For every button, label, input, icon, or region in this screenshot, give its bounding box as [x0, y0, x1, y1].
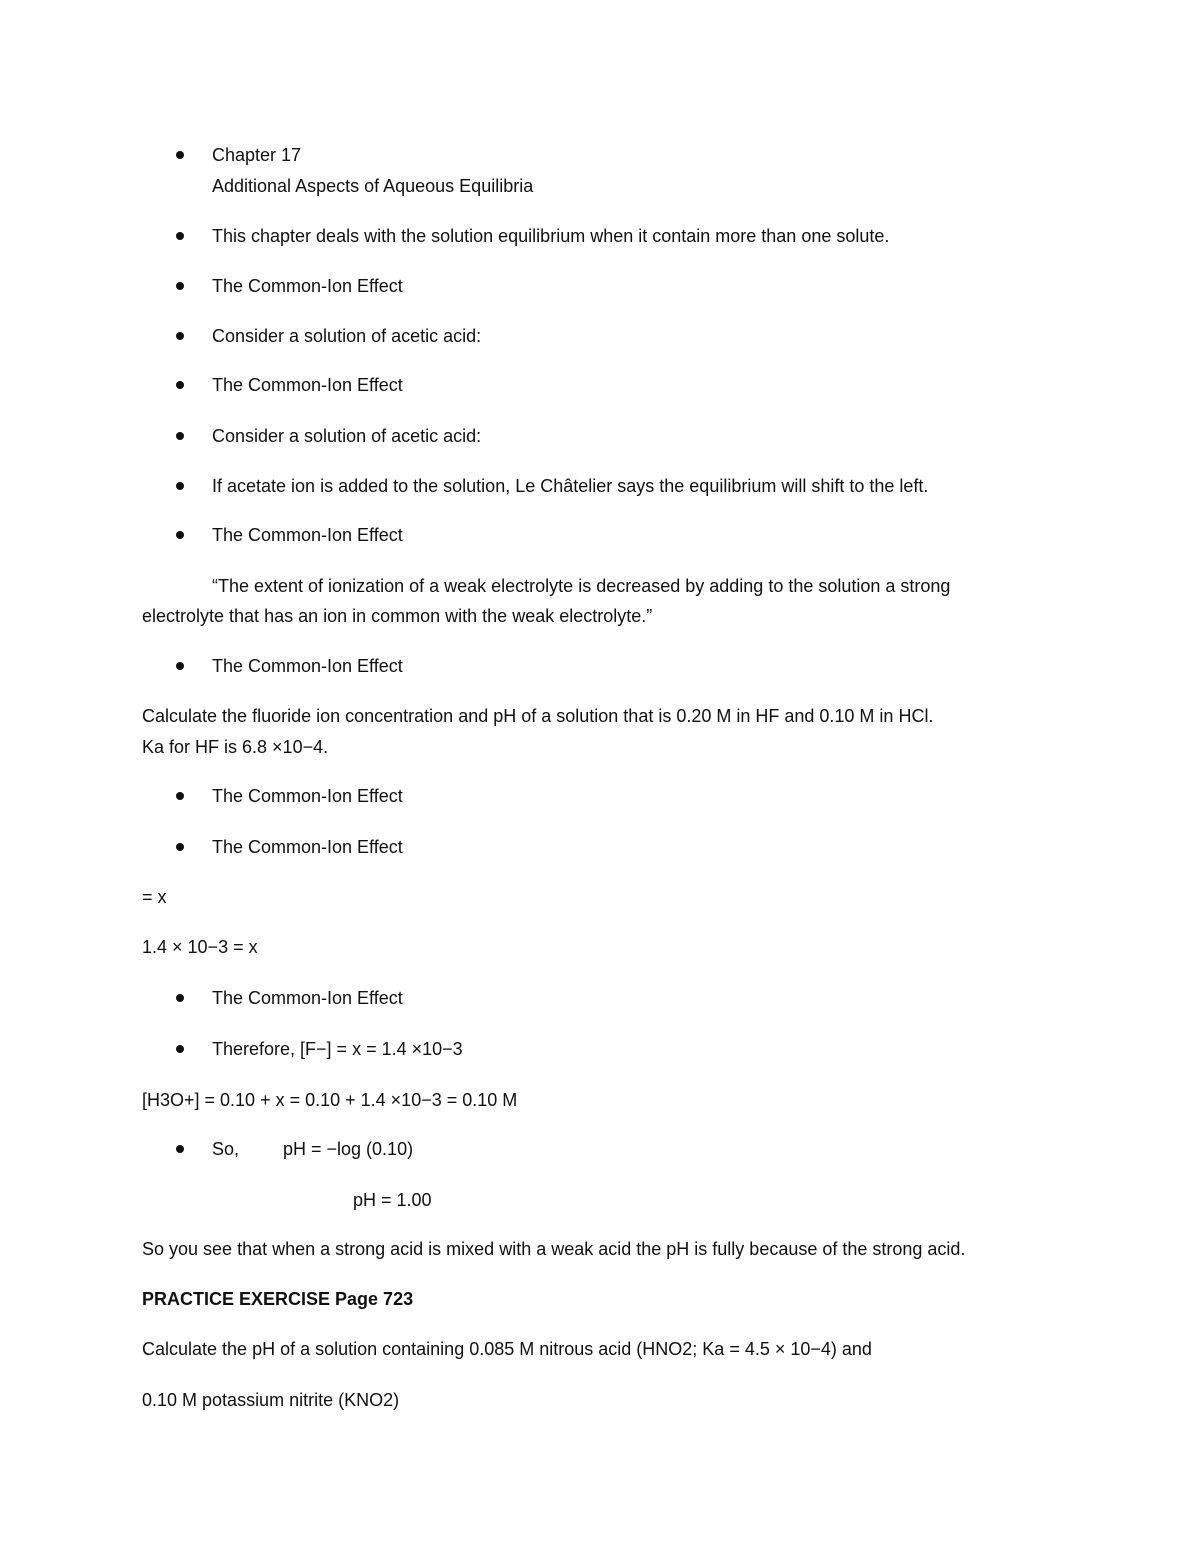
- ph-equation: pH = −log (0.10): [283, 1139, 414, 1159]
- bullet: [176, 432, 184, 440]
- equation-value: 1.4 × 10−3 = x: [142, 937, 258, 957]
- chapter-title: Chapter 17: [212, 145, 302, 165]
- bullet: [176, 994, 184, 1002]
- le-chatelier-text: If acetate ion is added to the solution, Le Châtelier says the equilibrium will shift to the left.: [212, 476, 929, 496]
- bullet: [176, 531, 184, 539]
- chapter-subtitle: Additional Aspects of Aqueous Equilibria: [212, 176, 534, 196]
- bullet: [176, 1145, 184, 1153]
- section-heading: The Common-Ion Effect: [212, 786, 403, 806]
- bullet: [176, 282, 184, 290]
- hydronium-equation: [H3O+] = 0.10 + x = 0.10 + 1.4 ×10−3 = 0.10 M: [142, 1090, 518, 1110]
- section-heading: The Common-Ion Effect: [212, 837, 403, 857]
- section-heading: The Common-Ion Effect: [212, 276, 403, 296]
- quote-line-1: “The extent of ionization of a weak electrolyte is decreased by adding to the solution a strong: [212, 576, 951, 596]
- practice-title: PRACTICE EXERCISE Page 723: [142, 1289, 414, 1309]
- bullet: [176, 482, 184, 490]
- section-heading: The Common-Ion Effect: [212, 988, 403, 1008]
- problem-line-2: Ka for HF is 6.8 ×10−4.: [142, 737, 329, 757]
- bullet: [176, 792, 184, 800]
- consider-text: Consider a solution of acetic acid:: [212, 326, 482, 346]
- practice-line-1: Calculate the pH of a solution containing 0.085 M nitrous acid (HNO2; Ka = 4.5 × 10−4) and: [142, 1339, 872, 1359]
- section-heading: The Common-Ion Effect: [212, 375, 403, 395]
- bullet: [176, 232, 184, 240]
- bullet: [176, 662, 184, 670]
- consider-text: Consider a solution of acetic acid:: [212, 426, 482, 446]
- quote-line-2: electrolyte that has an ion in common with the weak electrolyte.”: [142, 606, 653, 626]
- bullet: [176, 332, 184, 340]
- problem-line-1: Calculate the fluoride ion concentration and pH of a solution that is 0.20 M in HF and 0.10 M in HCl.: [142, 706, 934, 726]
- conclusion-text: So you see that when a strong acid is mixed with a weak acid the pH is fully because of the strong acid.: [142, 1239, 966, 1259]
- bullet: [176, 1045, 184, 1053]
- ph-value: pH = 1.00: [353, 1190, 432, 1210]
- equation-x: = x: [142, 887, 167, 907]
- therefore-text: Therefore, [F−] = x = 1.4 ×10−3: [212, 1039, 463, 1059]
- section-heading: The Common-Ion Effect: [212, 656, 403, 676]
- bullet: [176, 381, 184, 389]
- practice-line-2: 0.10 M potassium nitrite (KNO2): [142, 1390, 400, 1410]
- section-heading: The Common-Ion Effect: [212, 525, 403, 545]
- bullet: [176, 151, 184, 159]
- bullet: [176, 843, 184, 851]
- so-label: So,: [212, 1139, 240, 1159]
- intro-text: This chapter deals with the solution equilibrium when it contain more than one solute.: [212, 226, 890, 246]
